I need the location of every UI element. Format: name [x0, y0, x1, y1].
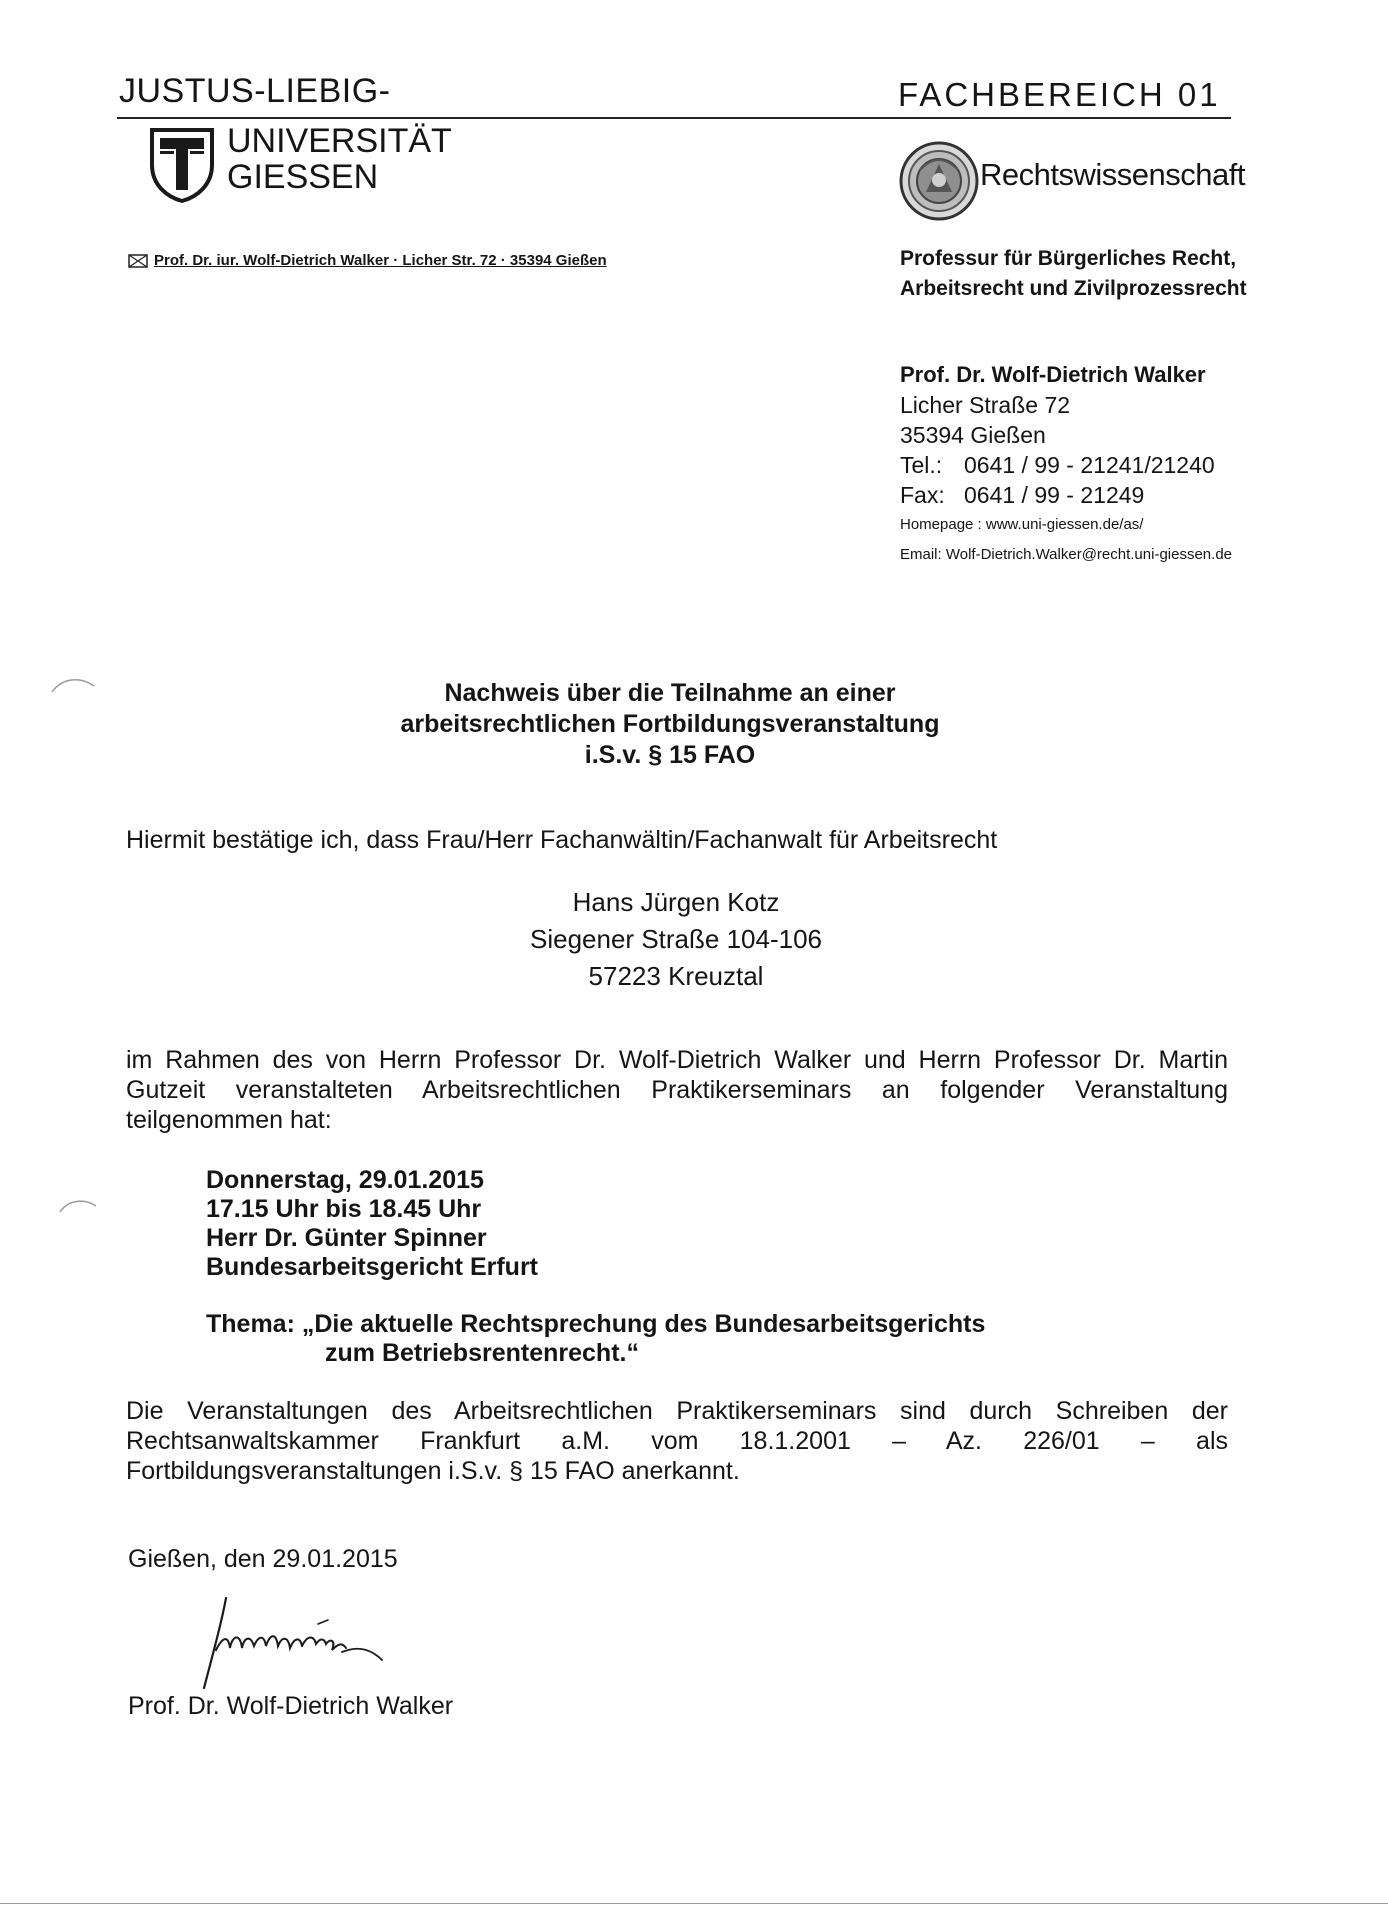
chair-line2: Arbeitsrecht und Zivilprozessrecht: [900, 277, 1247, 300]
contact-tel: [900, 450, 1232, 480]
contact-street: Licher Straße 72: [900, 392, 1071, 418]
university-tau-shield-icon: [149, 127, 215, 203]
recipient-name: Hans Jürgen Kotz: [572, 887, 780, 917]
contact-fax: [900, 480, 1232, 510]
scan-mark-arc-2: [56, 1192, 100, 1216]
tel-value: 0641 / 99 - 21241/21240: [964, 452, 1215, 478]
title-line3: i.S.v. § 15 FAO: [584, 741, 756, 769]
signer-name: Prof. Dr. Wolf-Dietrich Walker: [128, 1692, 454, 1720]
recipient-block: [126, 884, 1226, 995]
scan-mark-arc-1: [48, 672, 100, 696]
event-topic: [206, 1310, 985, 1368]
contact-email: Email: Wolf-Dietrich.Walker@recht.uni-giessen.de: [900, 546, 1232, 563]
fax-value: 0641 / 99 - 21249: [964, 482, 1145, 508]
topic-line1: Thema: „Die aktuelle Rechtsprechung des Bundesarbeitsgerichts: [206, 1310, 986, 1338]
header-rule: [117, 117, 1231, 119]
contact-city: 35394 Gießen: [900, 422, 1046, 448]
handwritten-signature: [192, 1590, 452, 1695]
event-speaker: Herr Dr. Günter Spinner: [206, 1224, 487, 1252]
contact-block: [900, 360, 1232, 570]
sender-return-text: Prof. Dr. iur. Wolf-Dietrich Walker · Licher Str. 72 · 35394 Gießen: [154, 252, 607, 269]
faculty-title: FACHBEREICH 01: [898, 76, 1221, 113]
fax-label: Fax:: [900, 482, 945, 508]
place-and-date: Gießen, den 29.01.2015: [128, 1545, 398, 1573]
contact-homepage: Homepage : www.uni-giessen.de/as/: [900, 516, 1144, 533]
event-date: Donnerstag, 29.01.2015: [206, 1166, 484, 1194]
title-line1: Nachweis über die Teilnahme an einer: [444, 679, 896, 707]
university-name-line3: GIESSEN: [227, 158, 379, 196]
chair-line1: Professur für Bürgerliches Recht,: [900, 247, 1237, 270]
topic-line2: zum Betriebsrentenrecht.“: [325, 1339, 639, 1367]
recipient-street: Siegener Straße 104-106: [530, 924, 822, 954]
university-name-line1: JUSTUS-LIEBIG-: [119, 72, 391, 110]
chair-block: [900, 244, 1247, 304]
intro-text: Hiermit bestätige ich, dass Frau/Herr Fachanwältin/Fachanwalt für Arbeitsrecht: [126, 826, 998, 854]
body-paragraph-1: im Rahmen des von Herrn Professor Dr. Wolf-Dietrich Walker und Herrn Professor Dr. Martin Gutzeit veranstalteten Arbeitsrechtlichen Praktikerseminars an folgender Veranstaltung teilgenommen hat:: [126, 1046, 1228, 1134]
event-institution: Bundesarbeitsgericht Erfurt: [206, 1253, 539, 1281]
sender-return-address: [128, 252, 607, 269]
envelope-icon: [128, 254, 148, 268]
scan-bottom-edge: [0, 1903, 1388, 1904]
tel-label: Tel.:: [900, 452, 943, 478]
contact-name: Prof. Dr. Wolf-Dietrich Walker: [900, 362, 1206, 387]
faculty-seal-icon: [898, 140, 980, 222]
recipient-city: 57223 Kreuztal: [588, 961, 764, 991]
faculty-subtitle: Rechtswissenschaft: [980, 157, 1245, 192]
title-line2: arbeitsrechtlichen Fortbildungsveranstaltung: [400, 710, 940, 738]
university-name-line2: UNIVERSITÄT: [227, 122, 452, 160]
event-details: [206, 1166, 538, 1282]
university-name-block: [227, 123, 452, 195]
body-paragraph-2: Die Veranstaltungen des Arbeitsrechtlichen Praktikerseminars sind durch Schreiben der Rechtsanwaltskammer Frankfurt a.M. vom 18.1.2001 – Az. 226/01 – als Fortbildungsveranstaltungen i.S.v. § 15 FAO anerkannt.: [126, 1397, 1228, 1485]
document-title: [200, 678, 1140, 771]
event-time: 17.15 Uhr bis 18.45 Uhr: [206, 1195, 482, 1223]
